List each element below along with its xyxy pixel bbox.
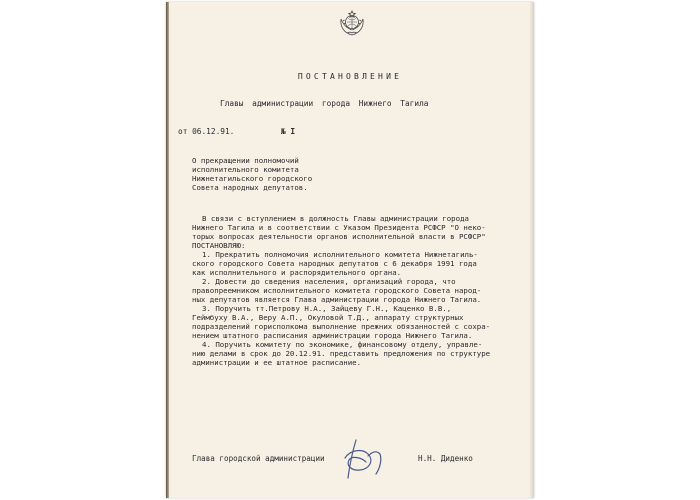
document-number: № I: [281, 127, 296, 136]
body-line: торых вопросах деятельности органов исполнительной власти в РСФСР": [192, 232, 486, 241]
body-line: 3. Поручить тт.Петрову Н.А., Зайцеву Г.Н., Каценко В.В.,: [202, 304, 452, 313]
date-line: [178, 127, 295, 136]
subject-line: исполнительного комитета: [192, 165, 299, 174]
body-line: ПОСТАНОВЛЯЮ:: [192, 241, 246, 250]
document-subtitle: Главы администрации города Нижнего Тагила: [220, 99, 429, 108]
document-title: ПОСТАНОВЛЕНИЕ: [297, 72, 403, 81]
body-line: администрации и ее штатное расписание.: [192, 358, 362, 367]
signatory-name: Н.Н. Диденко: [418, 454, 473, 463]
document-body: [192, 214, 490, 367]
state-emblem-icon: [337, 9, 367, 39]
body-line: нением штатного расписания администрации города Нижнего Тагила.: [192, 331, 473, 340]
subject-block: [192, 156, 312, 192]
body-line: правопреемником исполнительного комитета городского Совета народ-: [192, 286, 482, 295]
subject-line: Нижнетагильского городского: [192, 174, 313, 183]
body-line: нию делами в срок до 20.12.91. представить предложения по структуре: [192, 349, 491, 358]
document-page: [166, 2, 534, 498]
date-prefix: от: [178, 127, 188, 136]
body-line: В связи с вступлением в должность Главы администрации города: [202, 214, 469, 223]
body-line: ных депутатов является Глава администрации города Нижнего Тагила.: [192, 295, 482, 304]
body-line: как исполнительного и распорядительного органа.: [192, 268, 402, 277]
signature-label: Глава городской администрации: [192, 454, 325, 463]
body-line: Нижнего Тагила и в соответствии с Указом Президента РСФСР "О неко-: [192, 223, 486, 232]
handwritten-signature: [336, 436, 386, 482]
subject-line: О прекращении полномочий: [192, 156, 299, 165]
body-line: Геймбуху В.А., Веру А.П., Окуловой Т.Д., аппарату структурных: [192, 313, 464, 322]
body-line: 2. Довести до сведения населения, организаций города, что: [202, 277, 456, 286]
body-line: 4. Поручить комитету по экономике, финансовому отделу, управле-: [202, 340, 483, 349]
document-date: 06.12.91.: [192, 127, 235, 136]
body-line: подразделений горисполкома выполнение прежних обязанностей с сохра-: [192, 322, 491, 331]
subject-line: Совета народных депутатов.: [192, 183, 308, 192]
body-line: 1. Прекратить полномочия исполнительного комитета Нижнетагиль-: [202, 250, 478, 259]
body-line: ского городского Совета народных депутатов с 6 декабря 1991 года: [192, 259, 477, 268]
